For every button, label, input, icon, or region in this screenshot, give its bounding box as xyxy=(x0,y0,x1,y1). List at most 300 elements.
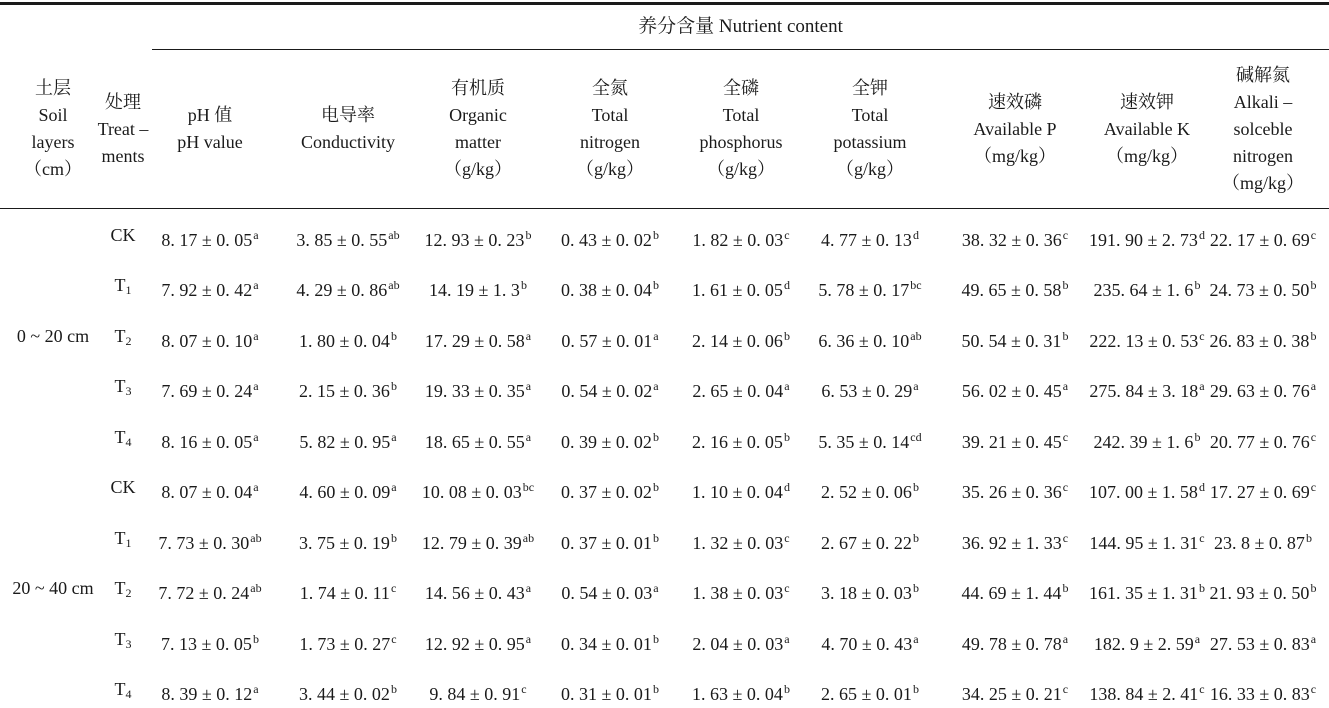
cell-value: 3. 85 ± 0. 55 xyxy=(296,230,388,250)
significance-letter: b xyxy=(652,682,659,696)
significance-letter: cd xyxy=(910,430,922,444)
cell-value: 7. 69 ± 0. 24 xyxy=(161,381,253,401)
significance-letter: ab xyxy=(250,581,262,595)
table-cell xyxy=(666,475,816,504)
column-header-line: solceble xyxy=(1233,118,1293,139)
cell-value: 161. 35 ± 1. 31 xyxy=(1089,583,1198,603)
table-cell xyxy=(940,273,1090,302)
column-header-line: matter xyxy=(455,132,501,152)
cell-value: 4. 60 ± 0. 09 xyxy=(299,482,391,502)
table-cell xyxy=(273,374,423,403)
cell-value: 7. 72 ± 0. 24 xyxy=(158,583,250,603)
cell-value: 8. 16 ± 0. 05 xyxy=(161,432,253,452)
significance-letter: a xyxy=(253,430,259,444)
cell-value: 12. 93 ± 0. 23 xyxy=(424,230,525,250)
significance-letter: b xyxy=(912,531,919,545)
significance-letter: b xyxy=(1310,581,1317,595)
column-header-line: Available P xyxy=(973,118,1057,139)
column-header-line: （g/kg） xyxy=(835,159,904,179)
table-cell xyxy=(1188,475,1329,504)
significance-letter: b xyxy=(525,228,532,242)
cell-value: 7. 92 ± 0. 42 xyxy=(161,280,253,300)
significance-letter: a xyxy=(525,430,532,444)
cell-value: 10. 08 ± 0. 03 xyxy=(421,482,522,502)
cell-value: 8. 39 ± 0. 12 xyxy=(161,684,253,704)
cell-value: 0. 54 ± 0. 03 xyxy=(561,583,653,603)
significance-letter: a xyxy=(1199,379,1205,393)
cell-value: 2. 16 ± 0. 05 xyxy=(692,432,783,452)
cell-value: 26. 83 ± 0. 38 xyxy=(1209,331,1310,351)
cell-value: 0. 54 ± 0. 02 xyxy=(561,381,653,401)
significance-letter: a xyxy=(1194,632,1201,646)
table-cell xyxy=(795,526,945,555)
cell-value: 5. 78 ± 0. 17 xyxy=(818,280,910,300)
table-cell xyxy=(940,576,1090,605)
table-cell xyxy=(535,273,685,302)
significance-letter: a xyxy=(253,329,259,343)
cell-value: 1. 32 ± 0. 03 xyxy=(692,533,784,553)
column-header-line: 电导率 xyxy=(321,105,375,125)
cell-value: 5. 82 ± 0. 95 xyxy=(299,432,391,452)
cell-value: 4. 77 ± 0. 13 xyxy=(821,230,912,250)
significance-letter: c xyxy=(1310,480,1317,494)
table-cell xyxy=(795,324,945,353)
column-header-line: Alkali – xyxy=(1233,91,1293,112)
significance-letter: c xyxy=(784,228,790,242)
cell-value: 235. 64 ± 1. 6 xyxy=(1093,280,1194,300)
column-header-line: 全氮 xyxy=(592,78,628,98)
treatments-header-line: ments xyxy=(101,145,145,166)
significance-letter: b xyxy=(652,480,659,494)
significance-letter: a xyxy=(253,480,259,494)
table-cell xyxy=(940,425,1090,454)
table-cell xyxy=(795,677,945,706)
significance-letter: c xyxy=(1062,531,1069,545)
cell-value: 1. 80 ± 0. 04 xyxy=(299,331,390,351)
cell-value: 1. 74 ± 0. 11 xyxy=(299,583,390,603)
significance-letter: a xyxy=(653,581,659,595)
table-cell xyxy=(940,475,1090,504)
cell-value: 0. 57 ± 0. 01 xyxy=(561,331,653,351)
significance-letter: a xyxy=(913,632,919,646)
table-cell xyxy=(1188,223,1329,252)
significance-letter: a xyxy=(253,228,259,242)
column-header xyxy=(416,52,541,206)
soil-layers-header-line: （cm） xyxy=(24,159,82,179)
column-header-line: （g/kg） xyxy=(575,159,644,179)
soil-layer-label: 20 ~ 40 cm xyxy=(12,578,94,598)
table-cell xyxy=(135,475,285,504)
table-cell xyxy=(403,677,553,706)
table-cell xyxy=(135,324,285,353)
significance-letter: b xyxy=(1310,329,1317,343)
table-cell xyxy=(795,273,945,302)
column-header xyxy=(550,52,670,206)
significance-letter: b xyxy=(390,682,397,696)
treatment-subscript: 2 xyxy=(125,334,132,348)
column-header-line: （g/kg） xyxy=(706,159,775,179)
significance-letter: a xyxy=(1062,379,1069,393)
significance-letter: c xyxy=(1310,430,1317,444)
column-header xyxy=(1211,52,1316,206)
column-header-line: 速效磷 xyxy=(988,91,1042,112)
significance-letter: b xyxy=(652,228,659,242)
significance-letter: a xyxy=(653,379,659,393)
table-cell xyxy=(795,576,945,605)
column-header xyxy=(1085,52,1210,206)
treatment-subscript: 3 xyxy=(125,384,132,398)
cell-value: 7. 73 ± 0. 30 xyxy=(158,533,250,553)
cell-value: 107. 00 ± 1. 58 xyxy=(1089,482,1198,502)
cell-value: 20. 77 ± 0. 76 xyxy=(1209,432,1310,452)
table-cell xyxy=(1188,526,1329,555)
significance-letter: b xyxy=(652,430,659,444)
table-cell xyxy=(273,425,423,454)
significance-letter: c xyxy=(390,581,397,595)
cell-value: 1. 38 ± 0. 03 xyxy=(692,583,784,603)
cell-value: 23. 8 ± 0. 87 xyxy=(1214,533,1305,553)
column-header xyxy=(674,52,809,206)
column-header-line: （mg/kg） xyxy=(973,145,1056,166)
cell-value: 2. 65 ± 0. 04 xyxy=(692,381,784,401)
treatment-subscript: 1 xyxy=(125,536,132,550)
cell-value: 2. 15 ± 0. 36 xyxy=(299,381,390,401)
soil-layers-header xyxy=(24,52,82,206)
table-cell xyxy=(535,475,685,504)
table-cell xyxy=(403,576,553,605)
significance-letter: c xyxy=(391,632,397,646)
table-cell xyxy=(795,627,945,656)
cell-value: 56. 02 ± 0. 45 xyxy=(961,381,1062,401)
table-cell xyxy=(666,677,816,706)
table-cell xyxy=(666,576,816,605)
cell-value: 16. 33 ± 0. 83 xyxy=(1209,684,1310,704)
cell-value: 6. 53 ± 0. 29 xyxy=(821,381,913,401)
table-cell xyxy=(940,627,1090,656)
significance-letter: c xyxy=(784,531,790,545)
cell-value: 17. 27 ± 0. 69 xyxy=(1209,482,1310,502)
treatment-label: $T_1$ xyxy=(114,528,132,550)
cell-value: 1. 73 ± 0. 27 xyxy=(299,634,391,654)
significance-letter: d xyxy=(1198,228,1205,242)
cell-value: 36. 92 ± 1. 33 xyxy=(961,533,1062,553)
significance-letter: c xyxy=(784,581,790,595)
column-header-line: potassium xyxy=(833,132,907,152)
significance-letter: a xyxy=(525,329,532,343)
cell-value: 4. 29 ± 0. 86 xyxy=(296,280,388,300)
table-cell xyxy=(535,324,685,353)
cell-value: 2. 52 ± 0. 06 xyxy=(821,482,912,502)
significance-letter: a xyxy=(784,379,790,393)
table-cell xyxy=(135,273,285,302)
significance-letter: b xyxy=(1062,581,1069,595)
significance-letter: a xyxy=(653,329,659,343)
column-header-line: 速效钾 xyxy=(1120,91,1174,112)
column-header xyxy=(145,52,275,206)
significance-letter: b xyxy=(1062,329,1069,343)
column-header-line: （mg/kg） xyxy=(1105,145,1188,166)
cell-value: 3. 44 ± 0. 02 xyxy=(299,684,390,704)
cell-value: 50. 54 ± 0. 31 xyxy=(961,331,1062,351)
treatment-label: CK xyxy=(110,225,136,245)
significance-letter: b xyxy=(912,581,919,595)
cell-value: 138. 84 ± 2. 41 xyxy=(1089,684,1199,704)
nutrient-group-title: 养分含量 Nutrient content xyxy=(638,16,843,37)
significance-letter: c xyxy=(1062,228,1069,242)
significance-letter: b xyxy=(1194,430,1201,444)
table-cell xyxy=(535,627,685,656)
cell-value: 242. 39 ± 1. 6 xyxy=(1093,432,1194,452)
treatment-label: $T_1$ xyxy=(114,275,132,297)
column-header-line: 全钾 xyxy=(852,78,888,98)
cell-value: 6. 36 ± 0. 10 xyxy=(818,331,910,351)
table-cell xyxy=(403,475,553,504)
table-cell xyxy=(135,223,285,252)
significance-letter: b xyxy=(652,632,659,646)
significance-letter: c xyxy=(1310,682,1317,696)
table-cell xyxy=(535,223,685,252)
cell-value: 0. 34 ± 0. 01 xyxy=(561,634,652,654)
table-cell xyxy=(403,273,553,302)
significance-letter: b xyxy=(783,329,790,343)
table-cell xyxy=(135,576,285,605)
significance-letter: b xyxy=(390,379,397,393)
table-cell xyxy=(1188,677,1329,706)
table-cell xyxy=(273,677,423,706)
treatment-subscript: 4 xyxy=(125,435,132,449)
cell-value: 35. 26 ± 0. 36 xyxy=(961,482,1062,502)
table-cell xyxy=(135,627,285,656)
column-header-line: 全磷 xyxy=(723,78,759,98)
significance-letter: b xyxy=(912,682,919,696)
cell-value: 2. 04 ± 0. 03 xyxy=(692,634,784,654)
table-cell xyxy=(403,374,553,403)
significance-letter: a xyxy=(525,632,532,646)
treatment-subscript: 1 xyxy=(125,283,132,297)
significance-letter: a xyxy=(525,581,532,595)
cell-value: 182. 9 ± 2. 59 xyxy=(1093,634,1194,654)
cell-value: 8. 07 ± 0. 04 xyxy=(161,482,253,502)
table-cell xyxy=(403,425,553,454)
table-cell xyxy=(940,374,1090,403)
cell-value: 1. 61 ± 0. 05 xyxy=(692,280,783,300)
significance-letter: d xyxy=(912,228,919,242)
treatment-subscript: 2 xyxy=(125,586,132,600)
cell-value: 14. 56 ± 0. 43 xyxy=(424,583,525,603)
cell-value: 191. 90 ± 2. 73 xyxy=(1089,230,1198,250)
table-cell xyxy=(795,475,945,504)
table-cell xyxy=(403,526,553,555)
soil-layers-header-line: 土层 xyxy=(35,78,71,98)
cell-value: 4. 70 ± 0. 43 xyxy=(821,634,913,654)
cell-value: 12. 79 ± 0. 39 xyxy=(421,533,522,553)
soil-layers-header-line: layers xyxy=(31,132,75,152)
treatment-label: $T_3$ xyxy=(114,376,132,398)
table-cell xyxy=(135,677,285,706)
table-cell xyxy=(1188,425,1329,454)
significance-letter: a xyxy=(391,480,397,494)
table-cell xyxy=(666,273,816,302)
cell-value: 8. 07 ± 0. 10 xyxy=(161,331,253,351)
significance-letter: b xyxy=(912,480,919,494)
treatment-label: $T_4$ xyxy=(114,679,132,701)
significance-letter: ab xyxy=(910,329,922,343)
cell-value: 24. 73 ± 0. 50 xyxy=(1209,280,1310,300)
table-cell xyxy=(135,526,285,555)
cell-value: 14. 19 ± 1. 3 xyxy=(429,280,520,300)
table-cell xyxy=(273,526,423,555)
cell-value: 22. 17 ± 0. 69 xyxy=(1209,230,1310,250)
significance-letter: a xyxy=(525,379,532,393)
significance-letter: c xyxy=(1199,329,1205,343)
significance-letter: b xyxy=(1310,278,1317,292)
table-cell xyxy=(273,223,423,252)
table-cell xyxy=(403,324,553,353)
table-cell xyxy=(535,576,685,605)
cell-value: 5. 35 ± 0. 14 xyxy=(818,432,910,452)
column-header xyxy=(278,52,418,206)
significance-letter: b xyxy=(390,329,397,343)
significance-letter: b xyxy=(520,278,527,292)
table-cell xyxy=(1188,324,1329,353)
significance-letter: c xyxy=(1062,682,1069,696)
significance-letter: bc xyxy=(522,480,535,494)
table-cell xyxy=(135,374,285,403)
cell-value: 3. 75 ± 0. 19 xyxy=(299,533,390,553)
significance-letter: b xyxy=(252,632,259,646)
significance-letter: a xyxy=(1310,379,1317,393)
significance-letter: c xyxy=(1062,480,1069,494)
column-header-line: （mg/kg） xyxy=(1221,172,1304,193)
table-cell xyxy=(666,627,816,656)
significance-letter: b xyxy=(652,278,659,292)
column-header xyxy=(808,52,933,206)
significance-letter: a xyxy=(913,379,919,393)
cell-value: 12. 92 ± 0. 95 xyxy=(424,634,525,654)
table-cell xyxy=(273,273,423,302)
cell-value: 0. 37 ± 0. 01 xyxy=(561,533,652,553)
cell-value: 144. 95 ± 1. 31 xyxy=(1089,533,1199,553)
significance-letter: bc xyxy=(910,278,922,292)
column-header-line: Total xyxy=(851,105,889,125)
cell-value: 1. 82 ± 0. 03 xyxy=(692,230,784,250)
cell-value: 7. 13 ± 0. 05 xyxy=(161,634,252,654)
cell-value: 2. 67 ± 0. 22 xyxy=(821,533,912,553)
table-cell xyxy=(273,627,423,656)
significance-letter: a xyxy=(253,278,259,292)
cell-value: 1. 63 ± 0. 04 xyxy=(692,684,783,704)
table-cell xyxy=(666,526,816,555)
significance-letter: a xyxy=(784,632,790,646)
column-header-line: Organic xyxy=(449,105,507,125)
column-header-line: Total xyxy=(591,105,629,125)
table-cell xyxy=(940,526,1090,555)
cell-value: 19. 33 ± 0. 35 xyxy=(424,381,525,401)
significance-letter: ab xyxy=(522,531,535,545)
significance-letter: c xyxy=(521,682,527,696)
table-cell xyxy=(666,425,816,454)
significance-letter: b xyxy=(1198,581,1205,595)
column-header xyxy=(940,52,1090,206)
cell-value: 49. 78 ± 0. 78 xyxy=(961,634,1062,654)
cell-value: 8. 17 ± 0. 05 xyxy=(161,230,253,250)
cell-value: 49. 65 ± 0. 58 xyxy=(961,280,1062,300)
significance-letter: a xyxy=(1310,632,1317,646)
significance-letter: a xyxy=(253,379,259,393)
table-cell xyxy=(1188,273,1329,302)
cell-value: 38. 32 ± 0. 36 xyxy=(961,230,1062,250)
top-rule xyxy=(0,2,1329,5)
significance-letter: b xyxy=(390,531,397,545)
table-cell xyxy=(940,677,1090,706)
table-cell xyxy=(795,223,945,252)
significance-letter: d xyxy=(783,480,790,494)
table-cell xyxy=(1188,627,1329,656)
cell-value: 17. 29 ± 0. 58 xyxy=(424,331,525,351)
cell-value: 27. 53 ± 0. 83 xyxy=(1209,634,1310,654)
table-cell xyxy=(666,324,816,353)
table-cell xyxy=(940,223,1090,252)
table-cell xyxy=(535,374,685,403)
significance-letter: b xyxy=(1062,278,1069,292)
table-cell xyxy=(273,475,423,504)
soil-layers-header-line: Soil xyxy=(38,105,68,125)
cell-value: 18. 65 ± 0. 55 xyxy=(424,432,525,452)
significance-letter: b xyxy=(1194,278,1201,292)
group-rule xyxy=(152,49,1329,50)
cell-value: 0. 37 ± 0. 02 xyxy=(561,482,652,502)
treatment-label: $T_2$ xyxy=(114,578,132,600)
cell-value: 0. 31 ± 0. 01 xyxy=(561,684,652,704)
cell-value: 0. 39 ± 0. 02 xyxy=(561,432,652,452)
significance-letter: d xyxy=(1198,480,1205,494)
cell-value: 9. 84 ± 0. 91 xyxy=(429,684,521,704)
cell-value: 0. 43 ± 0. 02 xyxy=(561,230,652,250)
cell-value: 2. 65 ± 0. 01 xyxy=(821,684,912,704)
table-cell xyxy=(273,324,423,353)
column-header-line: 有机质 xyxy=(451,78,505,98)
cell-value: 3. 18 ± 0. 03 xyxy=(821,583,912,603)
significance-letter: a xyxy=(1062,632,1069,646)
significance-letter: c xyxy=(1199,531,1205,545)
significance-letter: b xyxy=(1305,531,1312,545)
table-cell xyxy=(535,425,685,454)
table-cell xyxy=(940,324,1090,353)
soil-layer-label: 0 ~ 20 cm xyxy=(16,326,90,346)
significance-letter: ab xyxy=(250,531,262,545)
column-header-line: Total xyxy=(722,105,760,125)
significance-letter: ab xyxy=(388,228,400,242)
table-cell xyxy=(535,677,685,706)
cell-value: 34. 25 ± 0. 21 xyxy=(961,684,1062,704)
column-header-line: 碱解氮 xyxy=(1236,64,1290,85)
cell-value: 0. 38 ± 0. 04 xyxy=(561,280,652,300)
significance-letter: b xyxy=(652,531,659,545)
treatment-label: $T_2$ xyxy=(114,326,132,348)
table-cell xyxy=(1188,576,1329,605)
treatment-subscript: 4 xyxy=(125,687,132,701)
cell-value: 39. 21 ± 0. 45 xyxy=(961,432,1062,452)
column-header-line: pH 值 xyxy=(187,105,233,125)
treatments-header xyxy=(96,52,150,206)
cell-value: 44. 69 ± 1. 44 xyxy=(961,583,1062,603)
table-cell xyxy=(795,374,945,403)
treatment-subscript: 3 xyxy=(125,637,132,651)
cell-value: 21. 93 ± 0. 50 xyxy=(1209,583,1310,603)
significance-letter: c xyxy=(1062,430,1069,444)
significance-letter: b xyxy=(783,682,790,696)
table-cell xyxy=(795,425,945,454)
